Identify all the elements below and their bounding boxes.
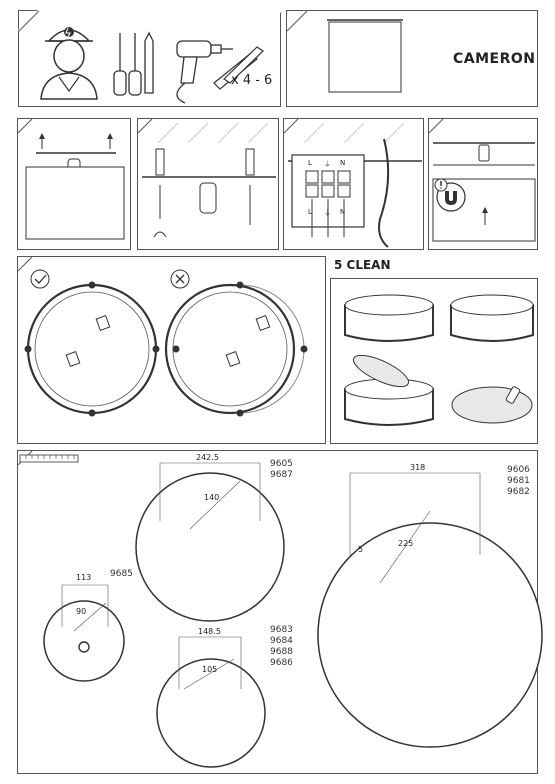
d1-code-2: 9687 — [270, 470, 293, 480]
d1-code-1: 9605 — [270, 459, 293, 469]
d4-width: 148.5 — [198, 627, 221, 636]
d4-diag: 105 — [202, 665, 218, 674]
step-3-illustration — [284, 119, 425, 251]
cross-icon — [171, 270, 189, 288]
terminal-bottom-earth: ⏚ — [324, 209, 331, 217]
step-4-circle-panel — [17, 256, 326, 444]
terminal-top-n: N — [340, 159, 346, 167]
d3-code-1: 9685 — [110, 569, 133, 579]
step-1-illustration — [18, 119, 132, 251]
drill-icon — [177, 41, 233, 103]
d4-code-4: 9686 — [270, 658, 293, 668]
screwdriver-icon — [114, 33, 153, 95]
d2-width: 318 — [410, 463, 426, 472]
step-5-title: 5 CLEAN — [334, 258, 391, 272]
terminal-bottom-n: N — [340, 208, 346, 216]
d4-code-3: 9688 — [270, 647, 293, 657]
screws-count: x 4 - 6 — [231, 73, 273, 88]
step-4-panel — [428, 118, 538, 250]
ceiling-mount-comparison — [18, 257, 327, 445]
electrician-icon — [41, 27, 97, 99]
step-1-panel — [17, 118, 131, 250]
terminal-bottom-l: L — [308, 208, 312, 216]
tools-illustration — [19, 11, 282, 108]
d4-code-2: 9684 — [270, 636, 293, 646]
tools-panel — [18, 10, 281, 107]
ruler-icon — [20, 455, 78, 462]
dimensions-panel — [17, 450, 538, 774]
step-2-illustration — [138, 119, 280, 251]
check-icon — [31, 270, 49, 288]
cleaning-illustration — [331, 279, 539, 445]
d1-width: 242.5 — [196, 453, 219, 462]
d1-diag: 140 — [204, 493, 220, 502]
d3-width: 113 — [76, 573, 92, 582]
d2-diag: 225 — [398, 539, 414, 548]
step-4-illustration — [429, 119, 539, 251]
terminal-top-earth: ⏚ — [324, 160, 331, 168]
d2-code-2: 9681 — [507, 476, 530, 486]
product-panel — [286, 10, 538, 107]
d4-code-1: 9683 — [270, 625, 293, 635]
product-name: CAMERON — [453, 51, 536, 67]
d2-offset: 5 — [358, 545, 364, 554]
step-3-panel — [283, 118, 424, 250]
step-2-panel — [137, 118, 279, 250]
terminal-top-l: L — [308, 159, 312, 167]
d2-code-1: 9606 — [507, 465, 530, 475]
magnet-icon — [435, 179, 465, 211]
d3-diag: 90 — [76, 607, 87, 616]
d2-code-3: 9682 — [507, 487, 530, 497]
step-5-panel — [330, 278, 538, 444]
dimension-drawings — [18, 451, 539, 775]
